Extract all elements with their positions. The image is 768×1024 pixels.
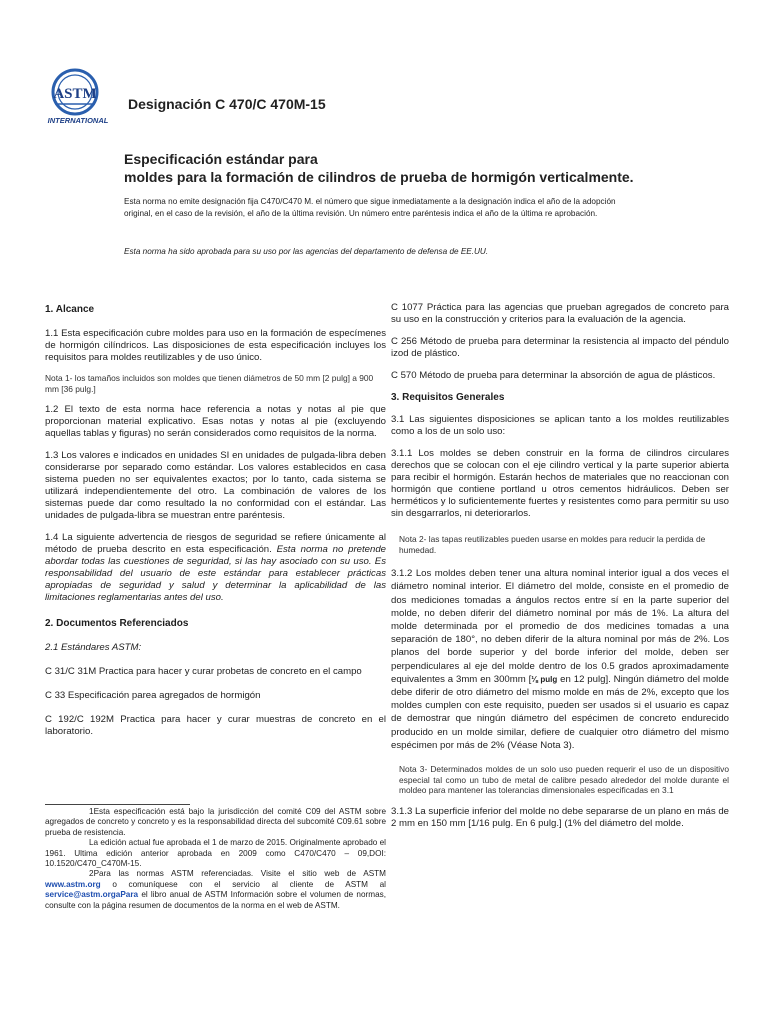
paragraph-2-1: 2.1 Estándares ASTM: [45, 642, 142, 654]
footnote-1 [45, 807, 386, 838]
paragraph-3-1-3: 3.1.3 La superficie inferior del molde no debe separarse de un plano en más de 2 mm en 150 mm [1/16 pulg. En 6 pulg.] (1% del diámetro del molde. [391, 805, 729, 829]
footnote-1-text: Esta especificación está bajo la jurisdicción del comité C09 del ASTM sobre agregados de concreto y concreto y es la responsabilidad directa del subcomité C09.61 sobre prueba de resistencia. [45, 807, 386, 837]
footnotes [45, 807, 386, 911]
paragraph-3-1-2-text: 3.1.2 Los moldes deben tener una altura nominal interior igual a dos veces el diámetro nominal interior. El diámetro del molde, consiste en el promedio de dos mediciones tomadas a ángulos rectos entre sí en la parte superior del molde, no deben diferir del diámetro nominal por más de 1%. La altura del molde determinada por el promedio de dos medicines tomadas a una separación de 180°, no deben diferir de la altura nominal por más de 2%. Los planos del borde superior y del borde inferior del molde, deben ser perpendiculares al eje del molde dentro de los 0.5 grados aproximadamente equivalentes a 3mm en 300mm [ [391, 568, 729, 685]
svg-text:ASTM: ASTM [53, 86, 97, 102]
paragraph-3-1: 3.1 Las siguientes disposiciones se aplican tanto a los moldes reutilizables como a los de un solo uso: [391, 414, 729, 437]
footnote-2 [45, 869, 386, 911]
section-2-heading: 2. Documentos Referenciados [45, 618, 189, 630]
paragraph-1-4 [45, 532, 386, 604]
reference-c256: C 256 Método de prueba para determinar la resistencia al impacto del péndulo izod de plástico. [391, 336, 729, 359]
fraction-eighth-inch: ⅛ pulg [531, 674, 558, 684]
paragraph-1-1: 1.1 Esta especificación cubre moldes para uso en la formación de especímenes de hormigón cilíndricos. Las disposiciones de esta especificación incluyes los requisitos para moldes reutilizables y de uso único. [45, 328, 386, 363]
section-1-heading: 1. Alcance [45, 304, 95, 315]
reference-c31: C 31/C 31M Practica para hacer y curar probetas de concreto en el campo [45, 666, 362, 678]
page-title [124, 150, 724, 186]
footnote-2-text: Para las normas ASTM referenciadas. Visite el sitio web de ASTM [93, 869, 386, 879]
footnote-divider [45, 804, 190, 805]
reference-c33: C 33 Especificación parea agregados de hormigón [45, 690, 261, 702]
designation: Designación C 470/C 470M-15 [128, 96, 326, 112]
svg-text:INTERNATIONAL: INTERNATIONAL [47, 116, 109, 125]
section-3-heading: 3. Requisitos Generales [391, 392, 505, 403]
paragraph-1-3: 1.3 Los valores e indicados en unidades SI en unidades de pulgada-libra deben considerarse por separado como estándar. Los valores establecidos en casa sistema pueden no ser equivalentes exactos; por lo tanto, cada sistema se utilizará independientemente del otro. La combinación de valores de los sistemas puede dar como resultado la no conformidad con el estándar. Las unidades de pulgada-libra se muestran entre paréntesis. [45, 450, 386, 522]
footnote-1-mark: 1 [89, 807, 94, 816]
note-3: Nota 3- Determinados moldes de un solo uso pueden requerir el uso de un dispositivo especial tal como un tubo de metal de calibre pesado alrededor del molde durante el moldeo para mantener las tolerancias dimensionales especificadas en 3.1 [399, 764, 729, 796]
footnote-2-contact: o comuníquese con el servicio al cliente de ASTM al [112, 879, 386, 889]
left-column [45, 304, 386, 738]
paragraph-3-1-2-rest: en 12 pulg]. Ningún diámetro del molde debe diferir de otro diámetro del mismo molde en más de 2%, excepto que los moldes cumplen con este requisito, pueden ser usados si el usuario es capaz de demostrar que ningún diámetro del espécimen de concreto endurecido producido en un molde similar, defiere de cualquier otro diámetro del mismo espécimen por más de 2% (Véase Nota 3). [391, 673, 729, 751]
title-line-1: Especificación estándar para [124, 151, 318, 167]
astm-website-link[interactable]: www.astm.org [45, 879, 101, 889]
paragraph-3-1-1: 3.1.1 Los moldes se deben construir en la forma de cilindros circulares derechos que se colocan con el eje cilindro vertical y la parte superior abierta para recibir el hormigón. Estarán hechos de materiales que no reaccionan con hormigón que contiene portland u otros cementos hidráulicos. Deben ser herméticos y lo suficientemente fuertes y resistentes como para permitir su uso sin desgarrarlos, ni deteriorarlos. [391, 448, 729, 519]
approval-text: Esta norma ha sido aprobada para su uso por las agencias del departamento de defensa de EE.UU. [124, 247, 489, 256]
note-2: Nota 2- las tapas reutilizables pueden usarse en moldes para reducir la perdida de humedad. [399, 534, 706, 555]
paragraph-1-2: 1.2 El texto de esta norma hace referencia a notas y notas al pie que proporcionan material explicativo. Esas notas y notas al pie (excluyendo aquellas tablas y figuras) no serán considerados como requisitos de la norma. [45, 404, 386, 440]
reference-c570: C 570 Método de prueba para determinar la absorción de agua de plásticos. [391, 370, 716, 381]
footnote-2-mark: 2 [89, 869, 94, 879]
paragraph-1-4-text: 1.4 La siguiente advertencia de riesgos de seguridad se refiere únicamente al método de prueba descrito en esta especificación. [45, 532, 386, 556]
right-column [391, 302, 729, 830]
service-email-link[interactable]: service@astm.orgaPara [45, 890, 139, 900]
footnote-1-edition-text: La edición actual fue aprobada el 1 de marzo de 2015. Originalmente aprobado el 1961. Ultima edición anterior aprobada en 2009 como C470/C470 – 09,DOI: 10.1520/C470_C470M-15. [45, 838, 386, 869]
reference-c1077: C 1077 Práctica para las agencias que prueban agregados de concreto para su uso en la construcción y criterios para la evaluación de la agencia. [391, 302, 729, 325]
footnote-1-edition [45, 838, 386, 869]
astm-logo [45, 68, 117, 126]
title-line-2: moldes para la formación de cilindros de prueba de hormigón verticalmente. [124, 169, 634, 185]
paragraph-1-4-warning: Esta norma no pretende abordar todas las cuestiones de seguridad, si las hay asociado con su uso. Es responsabilidad del usuario de este estándar para establecer prácticas apropiadas de seguridad y salud y determinar la aplicabilidad de las limitaciones reglamentarias antes del uso. [45, 544, 387, 604]
footnote-2-rest: el libro anual de ASTM Información sobre el volumen de normas, consulte con la página resumen de documentos de la norma en el web de ASTM. [45, 890, 386, 910]
note-1: Nota 1- los tamaños incluidos son moldes que tienen diámetros de 50 mm [2 pulg] a 900 mm [36 pulg.] [45, 373, 374, 394]
reference-c192: C 192/C 192M Practica para hacer y curar muestras de concreto en el laboratorio. [45, 714, 386, 738]
intro-text: Esta norma no emite designación fija C470/C470 M. el número que sigue inmediatamente a la designación indica el año de la adopción original, en el caso de la revisión, el año de la última revisión. Un número entre paréntesis indica el año de la última re aprobación. [124, 197, 616, 218]
paragraph-3-1-2 [391, 567, 729, 752]
